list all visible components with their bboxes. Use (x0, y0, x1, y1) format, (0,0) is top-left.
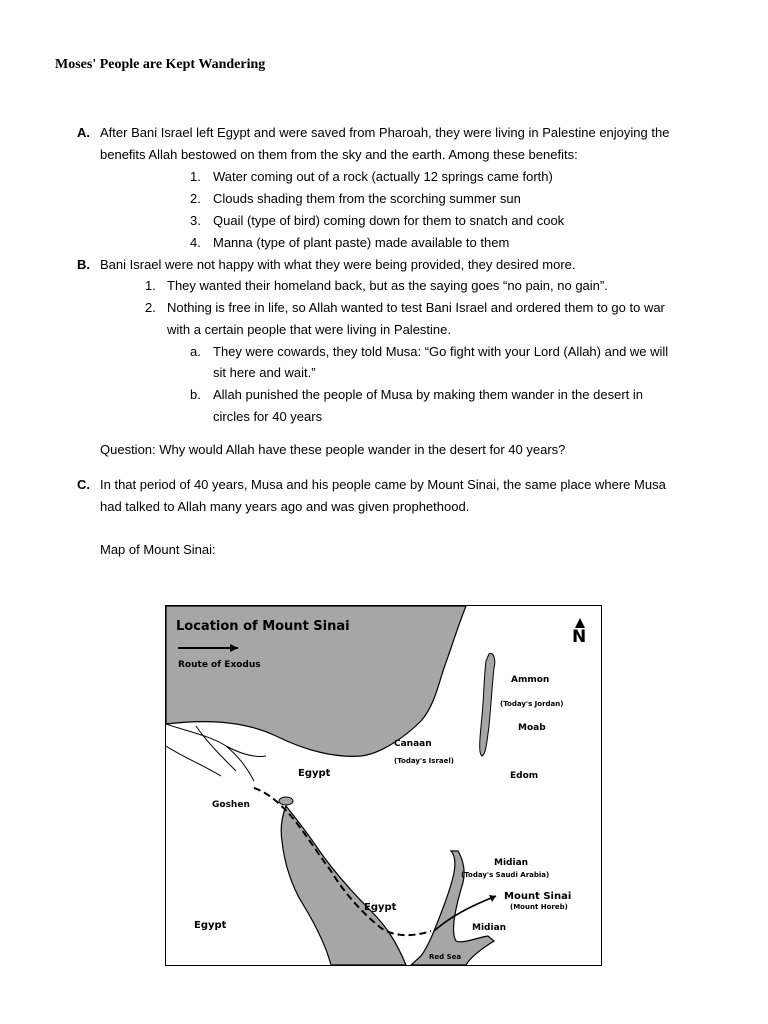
section-a-text-line1: After Bani Israel left Egypt and were saved from Pharoah, they were living in Palestine enjoying the (100, 125, 670, 140)
section-c-text-line1: In that period of 40 years, Musa and his people came by Mount Sinai, the same place where Musa (100, 477, 666, 492)
label-egypt-bottom: Egypt (194, 920, 227, 931)
label-moab: Moab (518, 723, 546, 733)
label-goshen: Goshen (212, 800, 250, 810)
gulf-of-suez (281, 806, 406, 965)
label-edom: Edom (510, 771, 539, 781)
sub-item-b-line2: circles for 40 years (213, 409, 323, 424)
benefit-1-text: Water coming out of a rock (actually 12 springs came forth) (213, 169, 553, 184)
label-saudi: (Today's Saudi Arabia) (461, 871, 550, 879)
section-c-text-line2: had talked to Allah many years ago and was given prophethood. (100, 499, 470, 514)
map-north-label: N (572, 627, 587, 647)
label-mount-sinai: Mount Sinai (504, 891, 572, 902)
section-b-item2-number: 2. (145, 300, 156, 315)
section-b-item1-number: 1. (145, 278, 156, 293)
label-egypt-mid: Egypt (364, 902, 397, 913)
section-a-text-line2: benefits Allah bestowed on them from the sky and the earth. Among these benefits: (100, 147, 578, 162)
section-b-item2-line2: with a certain people that were living in Palestine. (167, 322, 451, 337)
label-canaan: Canaan (394, 739, 432, 749)
island-shape (279, 797, 293, 805)
question-text: Question: Why would Allah have these people wander in the desert for 40 years? (100, 442, 566, 457)
map-title: Location of Mount Sinai (176, 619, 350, 634)
benefit-3-text: Quail (type of bird) coming down for them to snatch and cook (213, 213, 565, 228)
mount-sinai-map (165, 605, 602, 966)
sub-item-b-marker: b. (190, 387, 201, 402)
dead-sea (480, 653, 495, 756)
map-svg (166, 606, 601, 965)
label-israel: (Today's Israel) (394, 757, 454, 765)
benefit-2-text: Clouds shading them from the scorching summer sun (213, 191, 521, 206)
label-midian-top: Midian (494, 858, 529, 868)
section-c-marker: C. (77, 477, 90, 492)
legend-route-label: Route of Exodus (178, 660, 261, 670)
label-horeb: (Mount Horeb) (510, 903, 568, 911)
nile-delta (166, 724, 266, 781)
page-title: Moses' People are Kept Wandering (55, 57, 266, 72)
sub-item-a-marker: a. (190, 344, 201, 359)
gulf-of-aqaba (411, 851, 494, 965)
section-b-item2-line1: Nothing is free in life, so Allah wanted to test Bani Israel and ordered them to go to war (167, 300, 665, 315)
label-midian-bottom: Midian (472, 923, 507, 933)
section-b-text-line1: Bani Israel were not happy with what they were being provided, they desired more. (100, 257, 576, 272)
section-b-marker: B. (77, 257, 90, 272)
map-caption: Map of Mount Sinai: (100, 542, 216, 557)
benefit-3-number: 3. (190, 213, 201, 228)
sub-item-a-line1: They were cowards, they told Musa: “Go fight with your Lord (Allah) and we will (213, 344, 669, 359)
label-egypt-top: Egypt (298, 768, 331, 779)
sub-item-b-line1: Allah punished the people of Musa by making them wander in the desert in (213, 387, 643, 402)
benefit-4-number: 4. (190, 235, 201, 250)
benefit-2-number: 2. (190, 191, 201, 206)
label-red-sea: Red Sea (429, 953, 462, 961)
section-b-item1-text: They wanted their homeland back, but as the saying goes “no pain, no gain”. (167, 278, 608, 293)
benefit-1-number: 1. (190, 169, 201, 184)
label-jordan: (Today's Jordan) (500, 700, 564, 708)
sub-item-a-line2: sit here and wait.” (213, 365, 316, 380)
section-a-marker: A. (77, 125, 90, 140)
label-ammon: Ammon (511, 675, 550, 685)
benefit-4-text: Manna (type of plant paste) made available to them (213, 235, 510, 250)
